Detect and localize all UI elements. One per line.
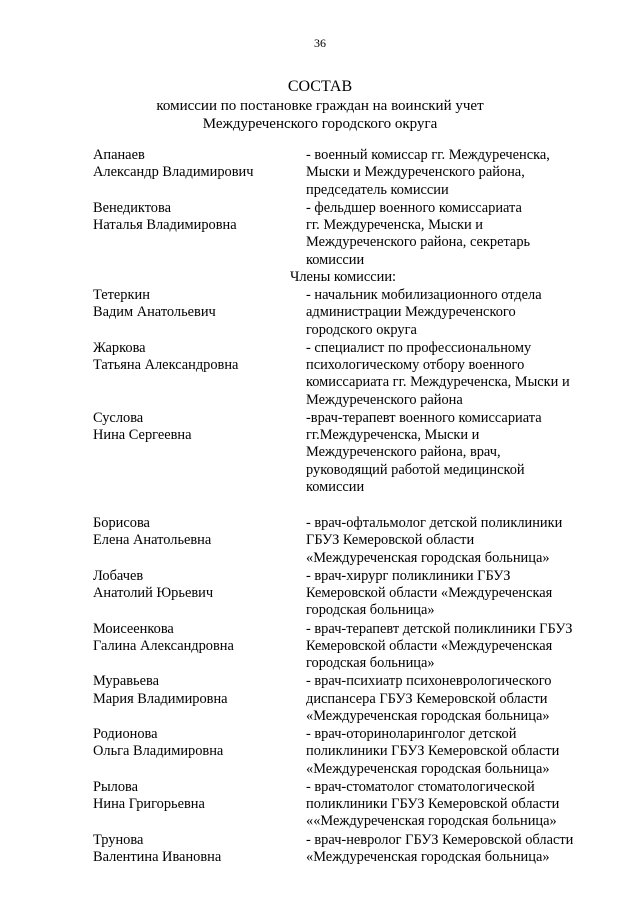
roster-entry (93, 568, 613, 620)
person-surname: Суслова (93, 409, 144, 426)
person-surname: Тетеркин (93, 287, 150, 303)
roster-entry (93, 673, 613, 725)
role-line: администрации Междуреченского (306, 304, 516, 321)
role-line: -врач-терапевт военного комиссариата (306, 409, 542, 426)
person-surname: Муравьева (93, 673, 159, 690)
person-given-names: Валентина Ивановна (93, 848, 222, 865)
role-line: комиссии (306, 251, 365, 268)
role-line: Кемеровской области «Междуреченская (306, 637, 553, 654)
document-subtitle-line-1: комиссии по постановке граждан на воинский учет (156, 97, 484, 114)
leaders-list (93, 147, 613, 269)
person-surname: Родионова (93, 726, 158, 742)
role-line: «Междуреченская городская больница» (306, 760, 550, 777)
person-role (306, 568, 606, 620)
person-role (306, 410, 606, 496)
person-role (306, 726, 606, 778)
person-given-names: Галина Александровна (93, 637, 234, 654)
person-surname: Апанаев (93, 147, 145, 163)
person-given-names: Вадим Анатольевич (93, 304, 216, 321)
role-line: - фельдшер военного комиссариата (306, 199, 522, 216)
role-line: городская больница» (306, 655, 435, 671)
person-given-names: Мария Владимировна (93, 690, 228, 707)
doctors-list (93, 515, 613, 866)
role-line: «Междуреченская городская больница» (306, 549, 550, 566)
role-line: «Междуреченская городская больница» (306, 848, 550, 865)
role-line: ««Междуреченская городская больница» (306, 813, 557, 830)
role-line: комиссариата гг. Междуреченска, Мыски и (306, 374, 570, 391)
roster-entry (93, 515, 613, 567)
person-name (93, 568, 306, 603)
person-name (93, 340, 306, 375)
person-given-names: Нина Сергеевна (93, 427, 192, 443)
role-line: «Междуреченская городская больница» (306, 707, 550, 724)
person-surname: Лобачев (93, 567, 144, 584)
person-role (306, 779, 606, 831)
person-role (306, 673, 606, 725)
person-name (93, 779, 306, 814)
person-surname: Борисова (93, 515, 150, 531)
role-line: - врач-хирург поликлиники ГБУЗ (306, 567, 511, 584)
roster-entry (93, 147, 613, 199)
roster-entry (93, 832, 613, 867)
role-line: Мыски и Междуреченского района, (306, 164, 525, 181)
document-header (0, 78, 640, 134)
person-name (93, 147, 306, 182)
role-line: - врач-терапевт детской поликлиники ГБУЗ (306, 620, 573, 637)
role-line: городская больница» (306, 602, 435, 619)
page-number: 36 (314, 36, 326, 50)
role-line: ГБУЗ Кемеровской области (306, 532, 475, 549)
person-surname: Рылова (93, 778, 139, 795)
role-line: поликлиники ГБУЗ Кемеровской области (306, 743, 560, 760)
role-line: - военный комиссар гг. Междуреченска, (306, 147, 550, 163)
role-line: гг. Междуреченска, Мыски и (306, 217, 483, 233)
document-subtitle-line-2: Междуреченского городского округа (202, 116, 438, 132)
person-surname: Моисеенкова (93, 620, 174, 637)
person-name (93, 726, 306, 761)
role-line: - врач-невролог ГБУЗ Кемеровской области (306, 831, 574, 848)
role-line: председатель комиссии (306, 181, 449, 198)
role-line: - врач-стоматолог стоматологической (306, 778, 535, 795)
role-line: диспансера ГБУЗ Кемеровской области (306, 690, 548, 707)
role-line: - начальник мобилизационного отдела (306, 287, 542, 303)
person-role (306, 621, 606, 673)
section-spacer (93, 497, 613, 515)
members-list (93, 287, 613, 496)
person-name (93, 515, 306, 550)
person-surname: Жаркова (93, 339, 146, 356)
person-given-names: Александр Владимирович (93, 164, 254, 181)
roster-entry (93, 726, 613, 778)
roster-entry (93, 779, 613, 831)
person-name (93, 287, 306, 322)
person-role (306, 200, 606, 269)
roster-entry (93, 340, 613, 409)
person-name (93, 832, 306, 867)
role-line: городского округа (306, 321, 417, 338)
person-role (306, 515, 606, 567)
role-line: комиссии (306, 478, 365, 495)
person-surname: Венедиктова (93, 199, 171, 216)
roster-entry (93, 287, 613, 339)
document-title: СОСТАВ (287, 78, 353, 95)
person-role (306, 340, 606, 409)
role-line: руководящий работой медицинской (306, 461, 525, 478)
role-line: поликлиники ГБУЗ Кемеровской области (306, 796, 560, 812)
members-heading: Члены комиссии: (290, 268, 397, 285)
person-given-names: Анатолий Юрьевич (93, 585, 214, 601)
person-given-names: Нина Григорьевна (93, 796, 205, 812)
person-role (306, 287, 606, 339)
role-line: Кемеровской области «Междуреченская (306, 585, 553, 601)
person-name (93, 621, 306, 656)
person-surname: Трунова (93, 831, 144, 848)
role-line: Междуреченского района, врач, (306, 444, 501, 461)
role-line: гг.Междуреченска, Мыски и (306, 427, 480, 443)
roster-entry (93, 621, 613, 673)
role-line: - врач-психиатр психоневрологического (306, 673, 552, 690)
roster-entry (93, 200, 613, 269)
person-given-names: Елена Анатольевна (93, 532, 212, 549)
person-given-names: Ольга Владимировна (93, 743, 224, 760)
person-given-names: Наталья Владимировна (93, 217, 237, 233)
person-name (93, 410, 306, 445)
role-line: психологическому отбору военного (306, 357, 525, 373)
role-line: Междуреченского района (306, 391, 463, 408)
role-line: - специалист по профессиональному (306, 339, 532, 356)
person-name (93, 200, 306, 235)
person-role (306, 832, 606, 867)
roster-entry (93, 410, 613, 496)
role-line: - врач-офтальмолог детской поликлиники (306, 515, 563, 531)
role-line: - врач-оториноларинголог детской (306, 726, 517, 742)
person-name (93, 673, 306, 708)
person-role (306, 147, 606, 199)
role-line: Междуреченского района, секретарь (306, 234, 531, 251)
commission-roster (93, 147, 613, 867)
person-given-names: Татьяна Александровна (93, 357, 239, 373)
